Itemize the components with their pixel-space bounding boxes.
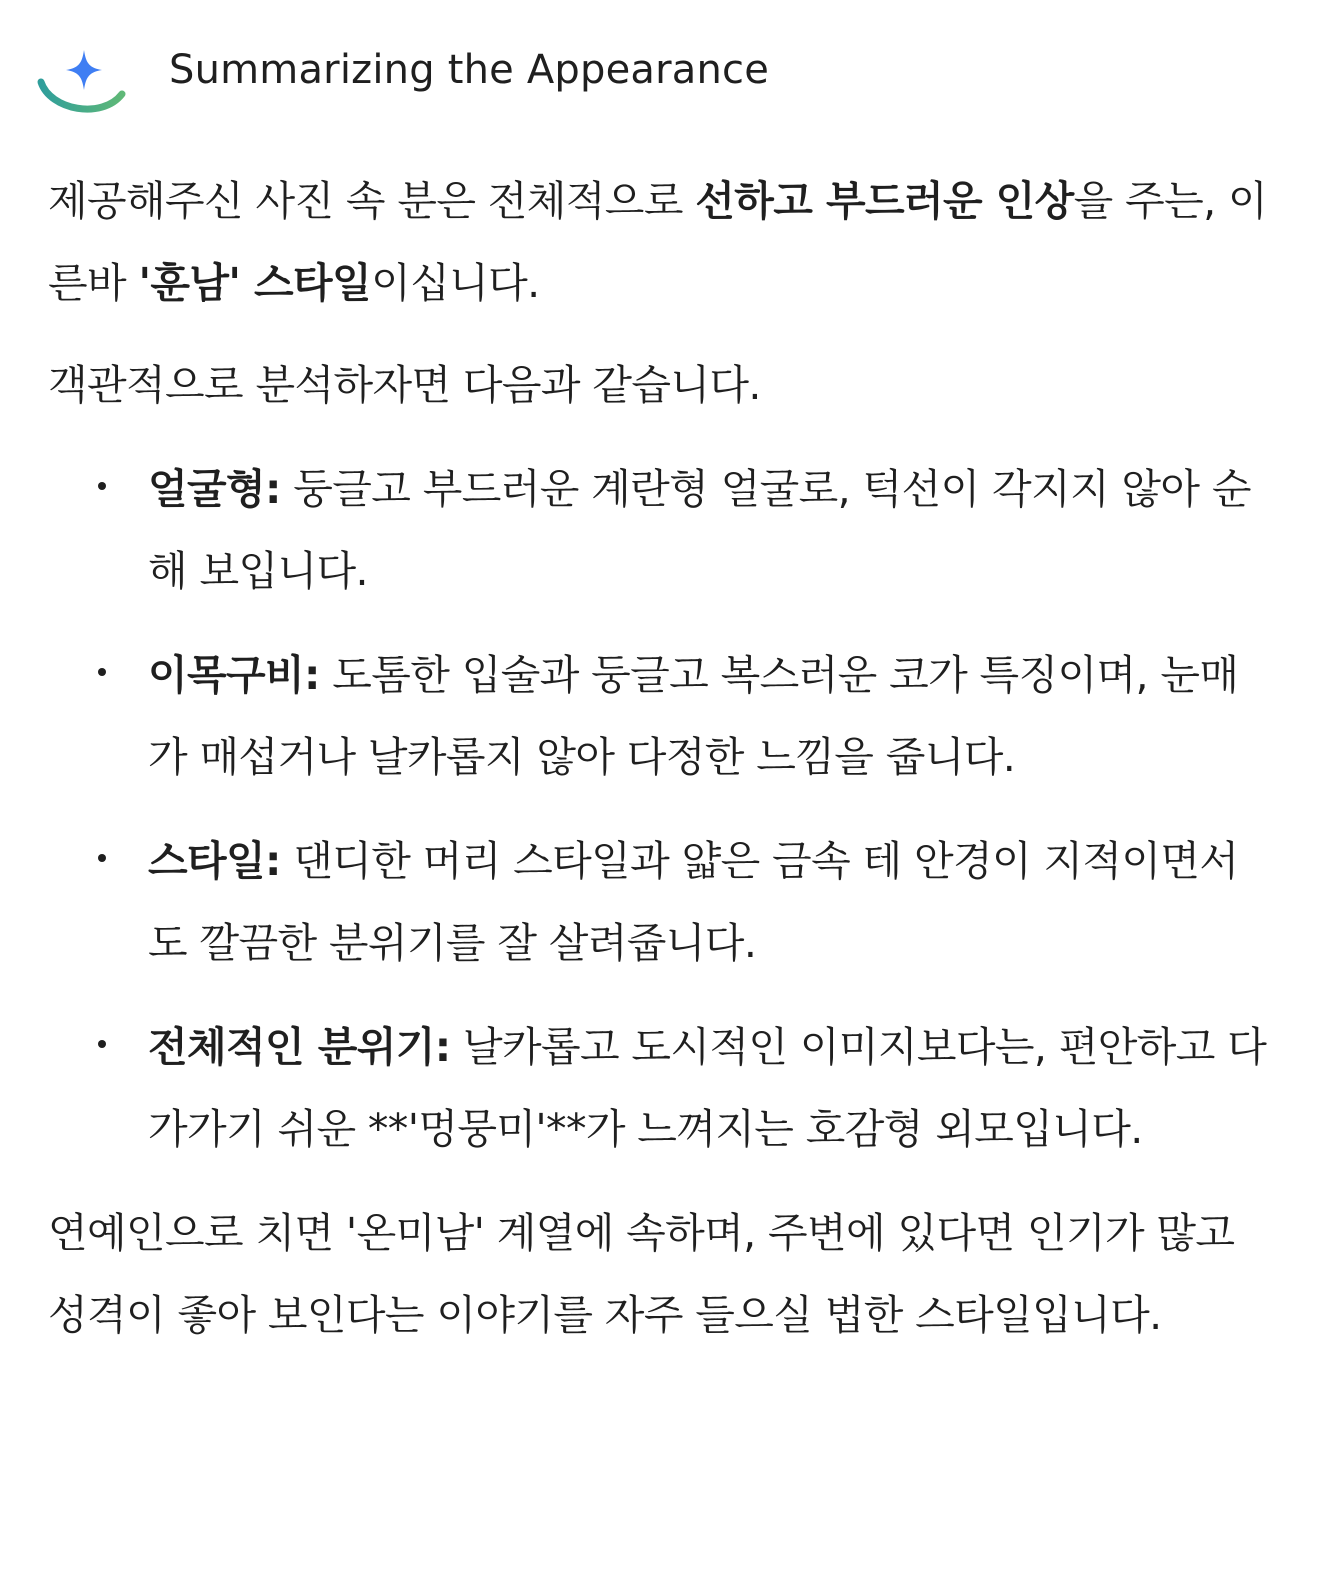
list-item — [48, 820, 1273, 984]
list-item — [48, 1006, 1273, 1170]
response-header — [36, 36, 1286, 126]
bullet-icon — [98, 1040, 106, 1048]
bullet-label: 얼굴형: — [148, 465, 281, 513]
bullet-text: 도톰한 입술과 둥글고 복스러운 코가 특징이며, 눈매가 매섭거나 날카롭지 않아 다정한 느낌을 줍니다. — [148, 651, 1239, 781]
bullet-label: 전체적인 분위기: — [148, 1023, 451, 1071]
bullet-label: 이목구비: — [148, 651, 320, 699]
analysis-intro: 객관적으로 분석하자면 다음과 같습니다. — [48, 361, 761, 409]
intro-bold-1: 선하고 부드러운 인상 — [695, 177, 1074, 225]
bullet-label: 스타일: — [148, 837, 281, 885]
list-item — [48, 634, 1273, 798]
bullet-text: 날카롭고 도시적인 이미지보다는, 편안하고 다가가기 쉬운 **'멍뭉미'**가 느껴지는 호감형 외모입니다. — [148, 1023, 1267, 1153]
list-item — [48, 448, 1273, 612]
bullet-text: 둥글고 부드러운 계란형 얼굴로, 턱선이 각지지 않아 순해 보입니다. — [148, 465, 1251, 595]
response-title: Summarizing the Appearance — [169, 47, 770, 93]
intro-text-3: 이십니다. — [371, 259, 540, 307]
conclusion-paragraph: 연예인으로 치면 '온미남' 계열에 속하며, 주변에 있다면 인기가 많고 성격이 좋아 보인다는 이야기를 자주 들으실 법한 스타일입니다. — [48, 1209, 1235, 1339]
intro-bold-2: '훈남' 스타일 — [138, 259, 372, 307]
bullet-icon — [98, 854, 106, 862]
intro-text-1: 제공해주신 사진 속 분은 전체적으로 — [48, 177, 696, 225]
bullet-text: 댄디한 머리 스타일과 얇은 금속 테 안경이 지적이면서도 깔끔한 분위기를 잘 살려줍니다. — [148, 837, 1239, 967]
response-body — [48, 160, 1273, 1356]
intro-paragraph — [48, 160, 1273, 324]
bullet-icon — [98, 668, 106, 676]
gemini-sparkle-smile-icon — [36, 46, 128, 120]
bullet-icon — [98, 482, 106, 490]
intro-text-2: 을 주는, 이른바 — [48, 177, 1267, 307]
analysis-list — [48, 448, 1273, 1170]
